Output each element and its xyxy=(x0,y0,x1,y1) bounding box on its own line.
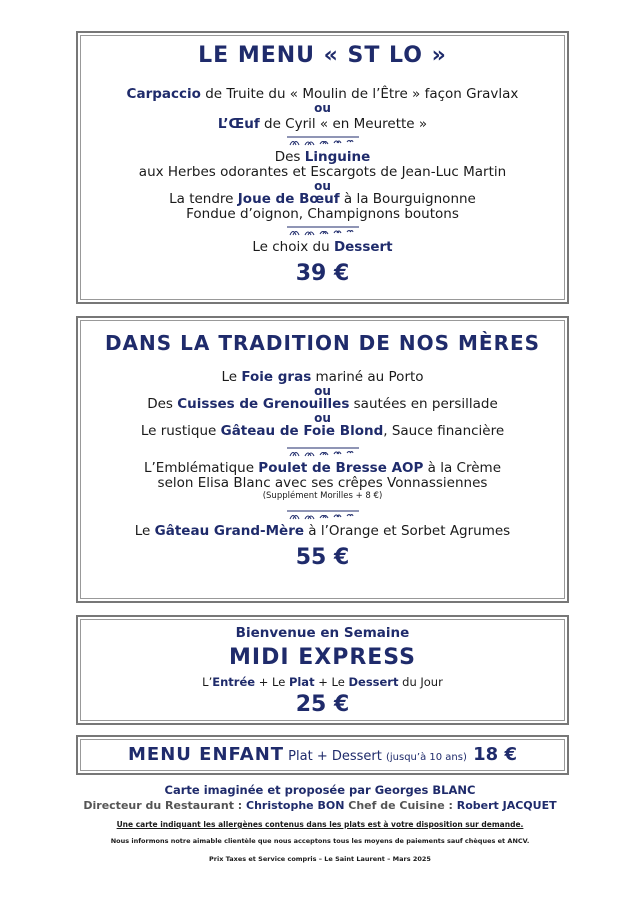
footer-prices: Prix Taxes et Service compris – Le Saint Laurent – Mars 2025 xyxy=(209,855,431,863)
midi-express-panel xyxy=(76,615,569,725)
dish-line: Des Linguine xyxy=(274,149,371,165)
footer-allergens: Une carte indiquant les allergènes contenus dans les plats est à votre disposition sur demande. xyxy=(116,820,524,829)
or-label: ou xyxy=(314,179,331,193)
midi-subtitle: Bienvenue en Semaine xyxy=(235,625,410,641)
wave-ornament-icon xyxy=(287,510,359,522)
menu-enfant-note: (jusqu’à 10 ans) xyxy=(385,752,467,763)
dish-line: Carpaccio de Truite du « Moulin de l’Être » façon Gravlax xyxy=(126,86,519,102)
menu-meres-title: DANS LA TRADITION DE NOS MÈRES xyxy=(104,331,541,355)
dish-line: Fondue d’oignon, Champignons boutons xyxy=(186,206,459,222)
dish-line: aux Herbes odorantes et Escargots de Jean-Luc Martin xyxy=(138,164,507,180)
menu-st-lo-panel xyxy=(76,31,569,304)
dish-line: L’Emblématique Poulet de Bresse AOP à la Crème xyxy=(143,460,502,476)
or-label: ou xyxy=(314,101,331,115)
or-label: ou xyxy=(314,384,331,398)
dish-line: Le rustique Gâteau de Foie Blond, Sauce financière xyxy=(140,423,505,439)
price: 55 € xyxy=(295,545,350,570)
dish-line: Le Foie gras mariné au Porto xyxy=(221,369,424,385)
dish-line: L’Œuf de Cyril « en Meurette » xyxy=(217,116,428,132)
price: 25 € xyxy=(295,692,350,717)
wave-ornament-icon xyxy=(287,136,359,148)
or-label: ou xyxy=(314,411,331,425)
dish-line: Des Cuisses de Grenouilles sautées en persillade xyxy=(147,396,498,412)
midi-title: MIDI EXPRESS xyxy=(229,645,416,670)
price: 18 € xyxy=(466,744,517,765)
midi-line: L’Entrée + Le Plat + Le Dessert du Jour xyxy=(202,675,443,689)
dish-line: Le choix du Dessert xyxy=(252,239,393,255)
menu-enfant-panel xyxy=(76,735,569,775)
dish-line: Le Gâteau Grand-Mère à l’Orange et Sorbet Agrumes xyxy=(134,523,511,539)
footer-payment: Nous informons notre aimable clientèle que nous acceptons tous les moyens de paiements sauf chèques et ANCV. xyxy=(110,837,530,845)
dish-line: La tendre Joue de Bœuf à la Bourguignonne xyxy=(169,191,476,207)
footer-author: Carte imaginée et proposée par Georges BLANC xyxy=(164,783,476,797)
menu-meres-panel xyxy=(76,316,569,603)
wave-ornament-icon xyxy=(287,447,359,459)
supplement-note: (Supplément Morilles + 8 €) xyxy=(262,491,383,501)
dish-line: selon Elisa Blanc avec ses crêpes Vonnassiennes xyxy=(157,475,488,491)
wave-ornament-icon xyxy=(287,226,359,238)
menu-enfant-text: Plat + Dessert xyxy=(284,749,386,764)
footer-staff: Directeur du Restaurant : Christophe BON Chef de Cuisine : Robert JACQUET xyxy=(83,799,557,812)
menu-st-lo-title: LE MENU « ST LO » xyxy=(198,43,447,68)
menu-enfant-title: MENU ENFANT xyxy=(128,744,285,765)
price: 39 € xyxy=(295,261,350,286)
